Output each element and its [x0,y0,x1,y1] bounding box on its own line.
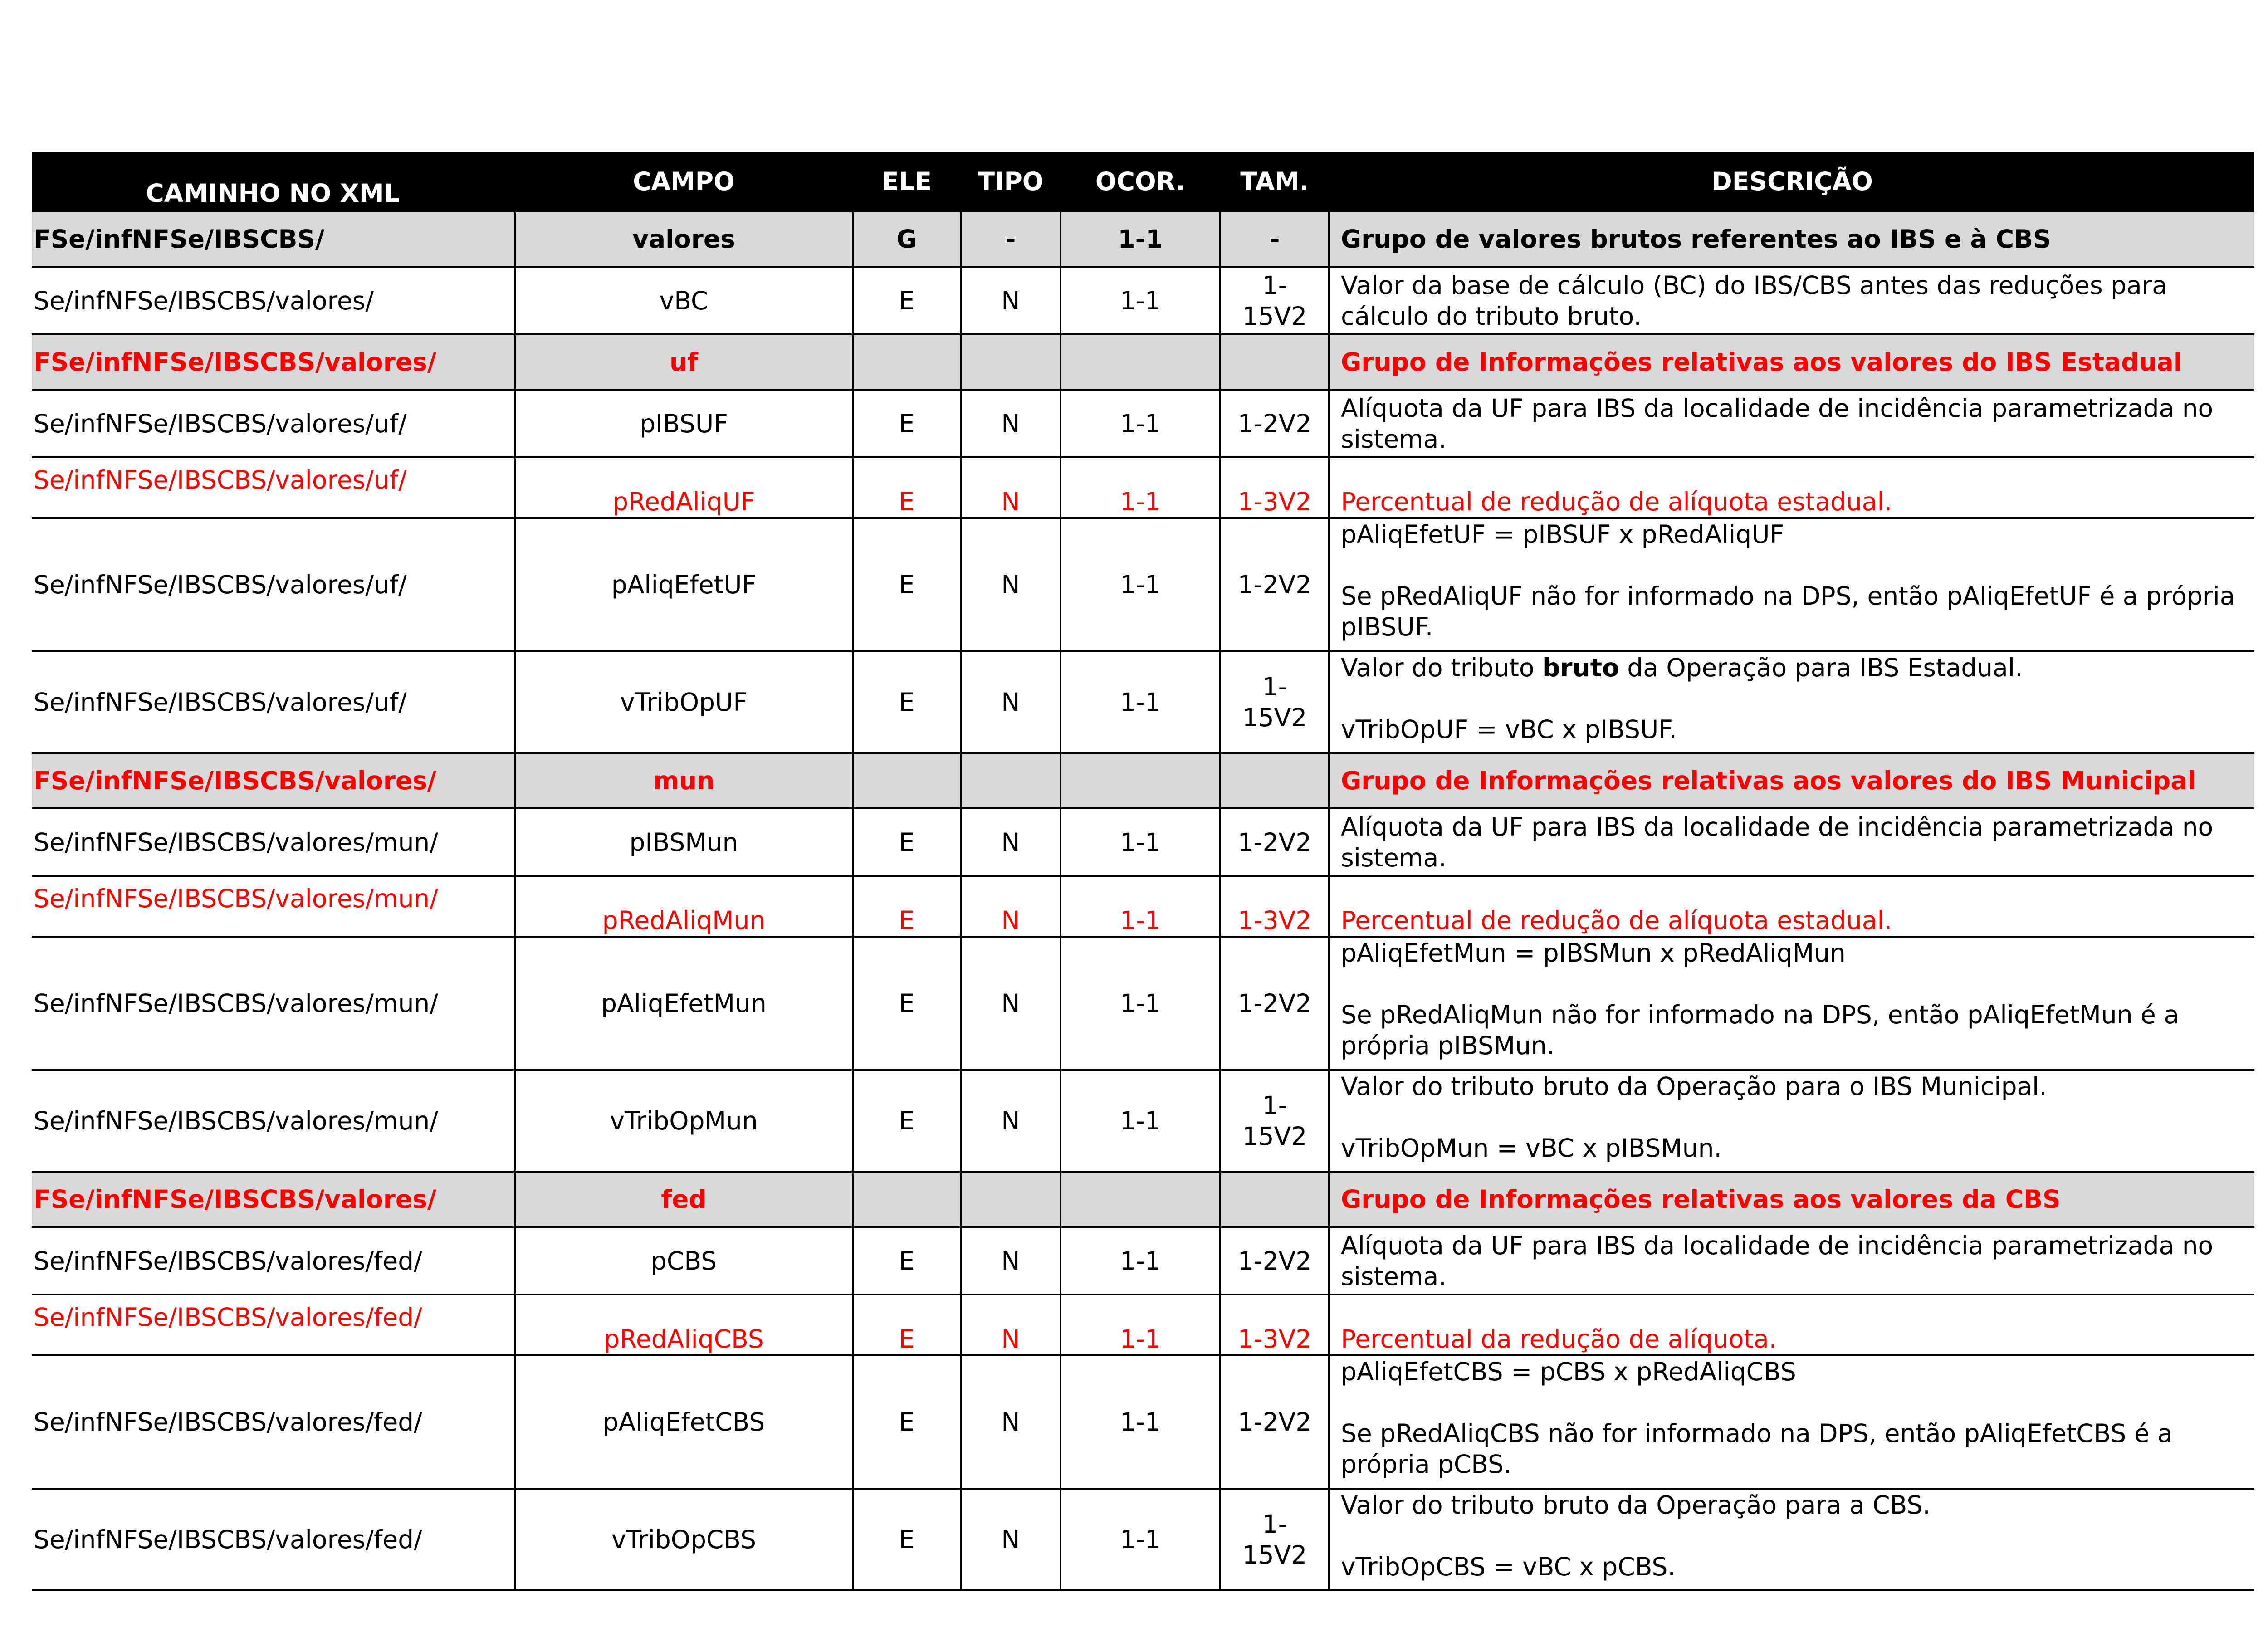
cell-tipo: N [961,267,1061,334]
desc-note: Se pRedAliqUF não for informado na DPS, então pAliqEfetUF é a própria pIBSUF. [1341,582,2235,641]
cell-path: FSe/infNFSe/IBSCBS/ [32,211,515,267]
cell-ocor: 1-1 [1061,651,1220,753]
tam-line-1: 1- [1262,1091,1287,1120]
table-row-highlight [32,876,2254,937]
xml-field-table [32,152,2254,1591]
table-header-row [32,152,2254,211]
cell-ocor [1061,1172,1220,1227]
table-row [32,1070,2254,1172]
cell-ele: E [853,937,961,1070]
cell-path: Se/infNFSe/IBSCBS/valores/uf/ [32,518,515,651]
cell-ocor: 1-1 [1061,1355,1220,1489]
header-descricao: DESCRIÇÃO [1329,152,2254,211]
table-row-group-uf [32,334,2254,390]
cell-tam: 1-3V2 [1220,876,1329,937]
table-row [32,808,2254,876]
cell-tipo: N [961,1295,1061,1355]
cell-tipo: N [961,876,1061,937]
cell-descricao [1329,937,2254,1070]
cell-descricao: Percentual de redução de alíquota estadual. [1329,876,2254,937]
cell-campo: pRedAliqMun [515,876,853,937]
cell-ele [853,334,961,390]
cell-descricao: Grupo de Informações relativas aos valores da CBS [1329,1172,2254,1227]
cell-tam [1220,1070,1329,1172]
cell-tipo [961,753,1061,808]
cell-ocor [1061,753,1220,808]
table-row [32,651,2254,753]
cell-tam [1220,267,1329,334]
header-tam: TAM. [1220,152,1329,211]
cell-path: Se/infNFSe/IBSCBS/valores/uf/ [32,651,515,753]
cell-path: Se/infNFSe/IBSCBS/valores/mun/ [32,876,515,937]
cell-ele: E [853,457,961,518]
table-row [32,518,2254,651]
cell-descricao [1329,1489,2254,1590]
cell-descricao [1329,1355,2254,1489]
cell-ele: E [853,876,961,937]
cell-ele [853,1172,961,1227]
table-row [32,1489,2254,1590]
cell-descricao: Alíquota da UF para IBS da localidade de incidência parametrizada no sistema. [1329,390,2254,457]
header-path: CAMINHO NO XML [32,152,515,211]
cell-descricao: Alíquota da UF para IBS da localidade de incidência parametrizada no sistema. [1329,1227,2254,1295]
cell-descricao: Percentual da redução de alíquota. [1329,1295,2254,1355]
cell-campo: vTribOpUF [515,651,853,753]
cell-campo: pIBSMun [515,808,853,876]
cell-descricao [1329,651,2254,753]
cell-ele: E [853,808,961,876]
cell-path: Se/infNFSe/IBSCBS/valores/mun/ [32,1070,515,1172]
cell-path: Se/infNFSe/IBSCBS/valores/fed/ [32,1295,515,1355]
cell-tipo: N [961,937,1061,1070]
cell-tam: 1-3V2 [1220,1295,1329,1355]
cell-descricao: Valor da base de cálculo (BC) do IBS/CBS antes das reduções para cálculo do tributo bruto. [1329,267,2254,334]
desc-text-pre: Valor do tributo [1341,653,1543,682]
cell-tipo: N [961,1489,1061,1590]
header-ocor: OCOR. [1061,152,1220,211]
table-row [32,937,2254,1070]
desc-formula: pAliqEfetMun = pIBSMun x pRedAliqMun [1341,938,1846,968]
desc-text: Valor do tributo bruto da Operação para o IBS Municipal. [1341,1072,2047,1101]
desc-formula: pAliqEfetCBS = pCBS x pRedAliqCBS [1341,1357,1796,1386]
cell-descricao: Grupo de Informações relativas aos valores do IBS Estadual [1329,334,2254,390]
tam-line-2: 15V2 [1242,301,1307,331]
xml-field-table-sheet [32,152,2254,1591]
cell-tipo: N [961,1227,1061,1295]
tam-line-1: 1- [1262,270,1287,300]
cell-ele: E [853,267,961,334]
header-tipo: TIPO [961,152,1061,211]
desc-formula: vTribOpCBS = vBC x pCBS. [1341,1552,1676,1581]
cell-descricao [1329,518,2254,651]
desc-note: Se pRedAliqMun não for informado na DPS, então pAliqEfetMun é a própria pIBSMun. [1341,1000,2180,1060]
cell-campo: pRedAliqUF [515,457,853,518]
cell-tipo [961,1172,1061,1227]
header-ele: ELE [853,152,961,211]
cell-tipo: N [961,518,1061,651]
cell-tam [1220,1172,1329,1227]
cell-campo: vTribOpMun [515,1070,853,1172]
cell-descricao [1329,1070,2254,1172]
table-row-group-mun [32,753,2254,808]
header-campo: CAMPO [515,152,853,211]
cell-tipo: N [961,390,1061,457]
desc-formula: vTribOpUF = vBC x pIBSUF. [1341,715,1677,744]
cell-tam [1220,334,1329,390]
cell-path: FSe/infNFSe/IBSCBS/valores/ [32,334,515,390]
desc-text: Valor do tributo bruto da Operação para a CBS. [1341,1491,1931,1520]
cell-tipo: N [961,1355,1061,1489]
cell-ocor: 1-1 [1061,390,1220,457]
cell-ocor: 1-1 [1061,1070,1220,1172]
cell-tipo: N [961,808,1061,876]
cell-ocor [1061,334,1220,390]
cell-path: Se/infNFSe/IBSCBS/valores/mun/ [32,937,515,1070]
table-row [32,390,2254,457]
tam-line-1: 1- [1262,1510,1287,1539]
table-row-group-valores [32,211,2254,267]
cell-tam [1220,1489,1329,1590]
cell-tam [1220,651,1329,753]
cell-ele: E [853,651,961,753]
desc-formula: vTribOpMun = vBC x pIBSMun. [1341,1134,1722,1163]
cell-campo: vBC [515,267,853,334]
cell-path: Se/infNFSe/IBSCBS/valores/uf/ [32,390,515,457]
cell-tam: 1-2V2 [1220,390,1329,457]
cell-ocor: 1-1 [1061,1227,1220,1295]
cell-ocor: 1-1 [1061,1489,1220,1590]
cell-ocor: 1-1 [1061,1295,1220,1355]
cell-path: Se/infNFSe/IBSCBS/valores/fed/ [32,1355,515,1489]
cell-campo: pRedAliqCBS [515,1295,853,1355]
table-row [32,1355,2254,1489]
cell-path: Se/infNFSe/IBSCBS/valores/mun/ [32,808,515,876]
cell-path: Se/infNFSe/IBSCBS/valores/uf/ [32,457,515,518]
cell-ele: E [853,1295,961,1355]
cell-tam: 1-2V2 [1220,1227,1329,1295]
cell-tipo: N [961,651,1061,753]
cell-tipo: - [961,211,1061,267]
cell-descricao: Alíquota da UF para IBS da localidade de incidência parametrizada no sistema. [1329,808,2254,876]
cell-ele [853,753,961,808]
cell-ele: G [853,211,961,267]
cell-campo: uf [515,334,853,390]
cell-campo: valores [515,211,853,267]
cell-campo: pCBS [515,1227,853,1295]
cell-path: Se/infNFSe/IBSCBS/valores/fed/ [32,1489,515,1590]
cell-ocor: 1-1 [1061,267,1220,334]
cell-path: FSe/infNFSe/IBSCBS/valores/ [32,753,515,808]
cell-ele: E [853,390,961,457]
cell-descricao: Grupo de Informações relativas aos valores do IBS Municipal [1329,753,2254,808]
cell-tam: 1-2V2 [1220,1355,1329,1489]
cell-campo: vTribOpCBS [515,1489,853,1590]
cell-tam: 1-2V2 [1220,808,1329,876]
cell-campo: pIBSUF [515,390,853,457]
cell-ele: E [853,518,961,651]
table-row [32,267,2254,334]
cell-tam [1220,753,1329,808]
cell-campo: pAliqEfetUF [515,518,853,651]
cell-ocor: 1-1 [1061,937,1220,1070]
cell-tipo: N [961,457,1061,518]
table-row-group-fed [32,1172,2254,1227]
tam-line-2: 15V2 [1242,1540,1307,1569]
tam-line-2: 15V2 [1242,703,1307,732]
cell-descricao: Grupo de valores brutos referentes ao IBS e à CBS [1329,211,2254,267]
cell-campo: mun [515,753,853,808]
cell-campo: pAliqEfetCBS [515,1355,853,1489]
cell-ele: E [853,1070,961,1172]
table-row [32,1227,2254,1295]
desc-formula: pAliqEfetUF = pIBSUF x pRedAliqUF [1341,520,1784,549]
cell-ele: E [853,1227,961,1295]
cell-ele: E [853,1489,961,1590]
cell-path: Se/infNFSe/IBSCBS/valores/fed/ [32,1227,515,1295]
cell-ele: E [853,1355,961,1489]
cell-ocor: 1-1 [1061,808,1220,876]
tam-line-2: 15V2 [1242,1122,1307,1151]
cell-tam: - [1220,211,1329,267]
cell-path: Se/infNFSe/IBSCBS/valores/ [32,267,515,334]
cell-tipo: N [961,1070,1061,1172]
cell-campo: fed [515,1172,853,1227]
cell-tam: 1-2V2 [1220,937,1329,1070]
cell-campo: pAliqEfetMun [515,937,853,1070]
cell-path: FSe/infNFSe/IBSCBS/valores/ [32,1172,515,1227]
cell-ocor: 1-1 [1061,876,1220,937]
cell-tam: 1-3V2 [1220,457,1329,518]
desc-note: Se pRedAliqCBS não for informado na DPS, então pAliqEfetCBS é a própria pCBS. [1341,1419,2173,1479]
cell-ocor: 1-1 [1061,518,1220,651]
desc-text-post: da Operação para IBS Estadual. [1619,653,2023,682]
cell-tipo [961,334,1061,390]
cell-descricao: Percentual de redução de alíquota estadual. [1329,457,2254,518]
tam-line-1: 1- [1262,672,1287,701]
cell-ocor: 1-1 [1061,457,1220,518]
desc-text-bold: bruto [1542,653,1619,682]
cell-tam: 1-2V2 [1220,518,1329,651]
table-row-highlight [32,1295,2254,1355]
cell-ocor: 1-1 [1061,211,1220,267]
table-row-highlight [32,457,2254,518]
